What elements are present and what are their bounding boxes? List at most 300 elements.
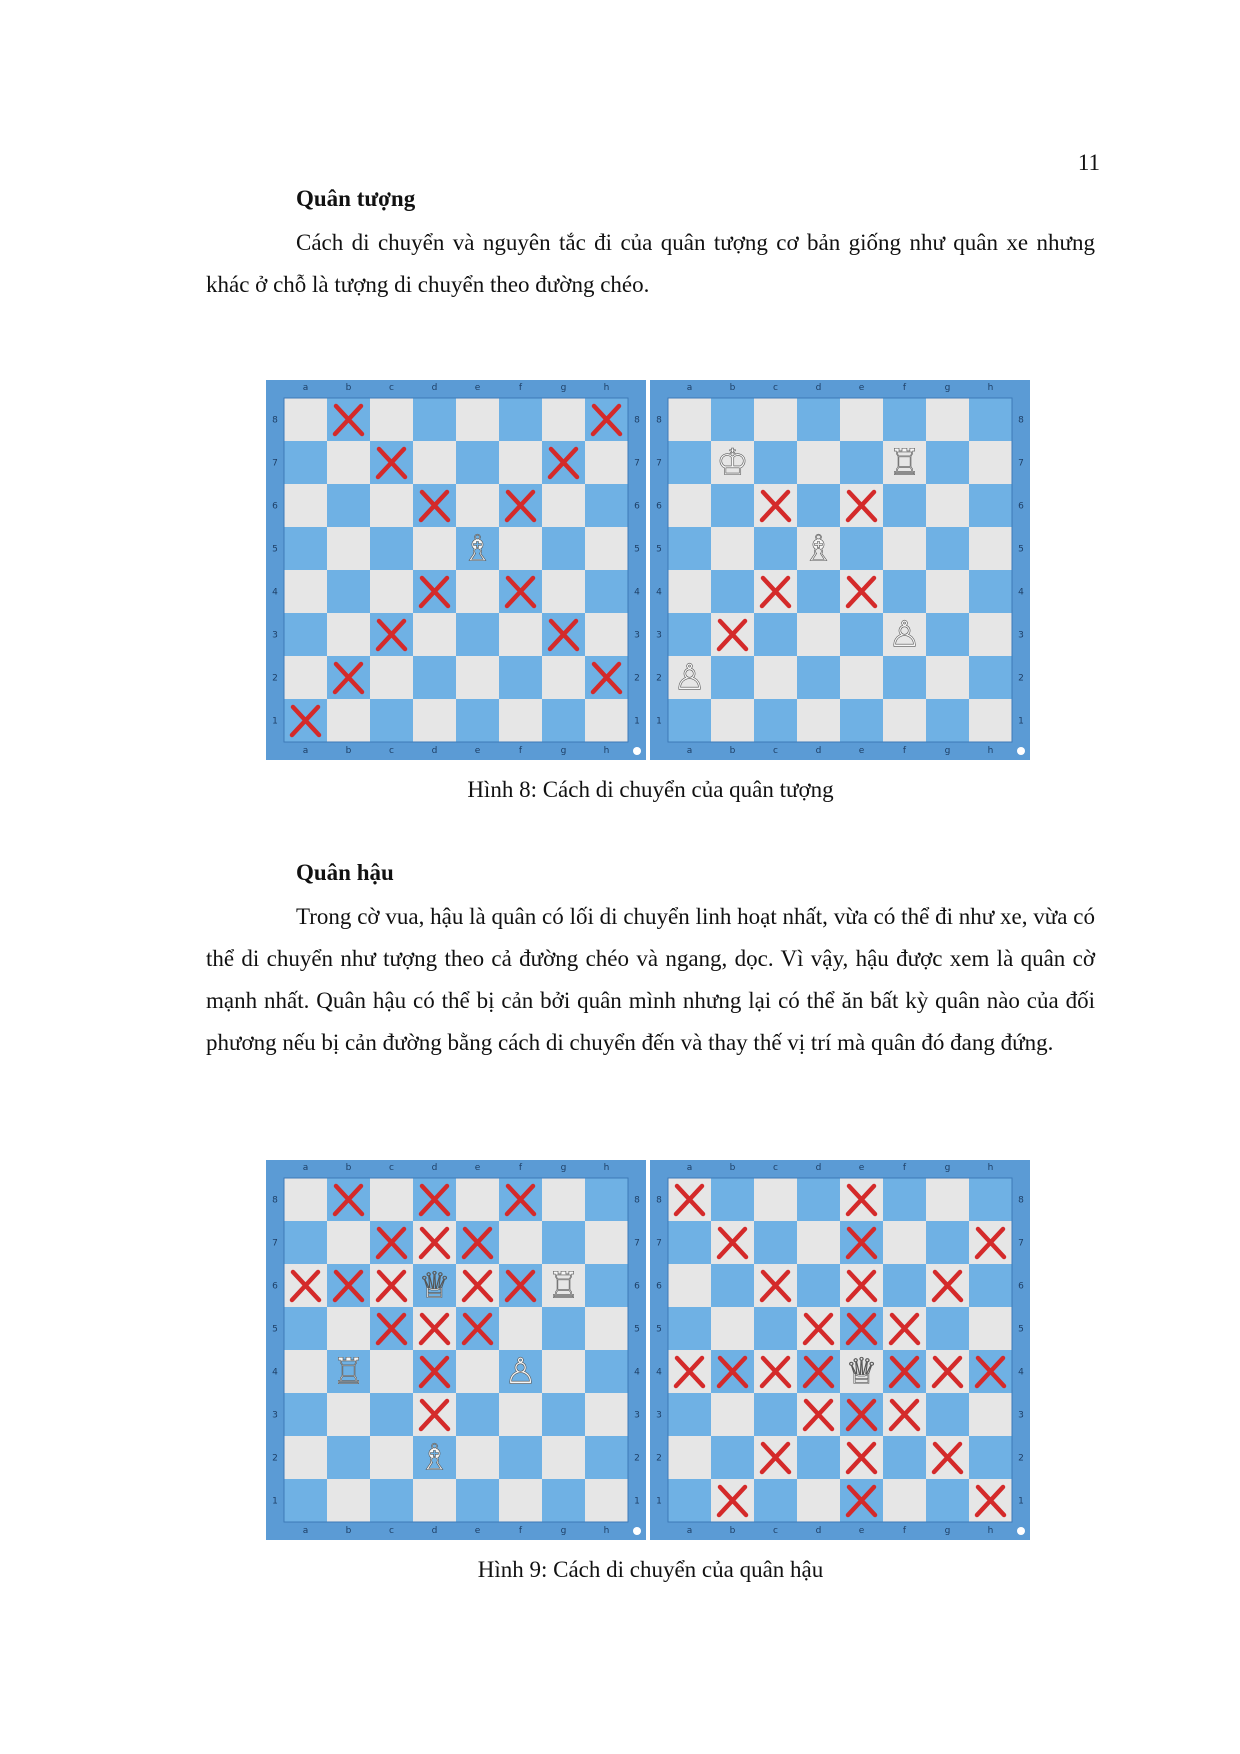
board-square-b6 xyxy=(327,484,370,527)
file-label-f-bottom: f xyxy=(518,746,523,756)
rank-label-8-right: 8 xyxy=(1018,415,1024,426)
file-label-c-bottom: c xyxy=(773,1526,778,1536)
board-square-c4 xyxy=(370,570,413,613)
file-label-e-top: e xyxy=(858,1163,865,1173)
board-square-h6 xyxy=(969,1264,1012,1307)
board-square-e8 xyxy=(456,1178,499,1221)
board-square-g5 xyxy=(542,527,585,570)
board-square-c8 xyxy=(754,1178,797,1221)
board-square-h7 xyxy=(585,441,628,484)
board-square-c1 xyxy=(370,699,413,742)
board-square-d6 xyxy=(797,484,840,527)
board-square-g8 xyxy=(926,398,969,441)
board-square-f2 xyxy=(499,1436,542,1479)
board-square-d1 xyxy=(413,699,456,742)
rank-label-4-right: 4 xyxy=(1018,587,1024,598)
board-square-a1 xyxy=(668,699,711,742)
file-label-f-top: f xyxy=(902,383,907,393)
rank-label-2-left: 2 xyxy=(656,1453,662,1464)
file-label-g-top: g xyxy=(944,1163,951,1173)
board-square-g3 xyxy=(926,613,969,656)
board-square-g1 xyxy=(926,699,969,742)
rank-label-7-left: 7 xyxy=(272,1238,278,1249)
board-square-b7 xyxy=(327,1221,370,1264)
file-label-d-top: d xyxy=(815,1163,822,1173)
board-square-h6 xyxy=(585,1264,628,1307)
board-square-d3 xyxy=(797,613,840,656)
board-square-h1 xyxy=(585,699,628,742)
board-square-a8 xyxy=(284,1178,327,1221)
rank-label-5-right: 5 xyxy=(1018,1324,1024,1335)
rank-label-8-left: 8 xyxy=(272,1195,278,1206)
board-square-c4 xyxy=(370,1350,413,1393)
board-square-b8 xyxy=(711,398,754,441)
file-label-b-bottom: b xyxy=(729,746,736,756)
board-square-b1 xyxy=(327,1479,370,1522)
rank-label-5-right: 5 xyxy=(1018,544,1024,555)
queen-piece-e4: ♕ xyxy=(845,1351,878,1393)
rank-label-1-left: 1 xyxy=(272,1496,278,1507)
board-square-h5 xyxy=(969,527,1012,570)
file-label-f-top: f xyxy=(518,383,523,393)
rank-label-6-right: 6 xyxy=(1018,501,1024,512)
rank-label-5-right: 5 xyxy=(634,1324,640,1335)
rank-label-1-left: 1 xyxy=(656,716,662,727)
board-square-a6 xyxy=(668,1264,711,1307)
board-square-c8 xyxy=(370,398,413,441)
board-square-h7 xyxy=(585,1221,628,1264)
board-square-h5 xyxy=(585,1307,628,1350)
board-square-b3 xyxy=(327,613,370,656)
board-square-a1 xyxy=(668,1479,711,1522)
board-square-c7 xyxy=(754,441,797,484)
board-square-f3 xyxy=(499,613,542,656)
rook-piece-b4: ♖ xyxy=(332,1351,365,1393)
board-square-d7 xyxy=(797,441,840,484)
board-square-g2 xyxy=(926,656,969,699)
board-square-h1 xyxy=(969,699,1012,742)
file-label-g-bottom: g xyxy=(560,746,567,756)
rank-label-6-right: 6 xyxy=(634,501,640,512)
file-label-e-top: e xyxy=(474,1163,481,1173)
board-square-e3 xyxy=(456,613,499,656)
board-square-a6 xyxy=(284,484,327,527)
board-square-g7 xyxy=(542,1221,585,1264)
board-square-a3 xyxy=(668,613,711,656)
board-square-f4 xyxy=(883,570,926,613)
bishop-paragraph: Cách di chuyển và nguyên tắc đi của quân tượng cơ bản giống như quân xe nhưng khác ở chỗ là tượng di chuyển theo đường chéo. xyxy=(206,230,1095,297)
rank-label-1-right: 1 xyxy=(634,1496,640,1507)
board-square-g5 xyxy=(926,1307,969,1350)
file-label-g-bottom: g xyxy=(944,1526,951,1536)
board-square-d5 xyxy=(413,527,456,570)
rank-label-4-right: 4 xyxy=(634,587,640,598)
board-square-g7 xyxy=(926,1221,969,1264)
file-label-c-top: c xyxy=(389,1163,394,1173)
file-label-f-top: f xyxy=(518,1163,523,1173)
board-square-g4 xyxy=(542,570,585,613)
figure-9 xyxy=(266,1160,1030,1540)
board-square-g7 xyxy=(926,441,969,484)
board-square-c2 xyxy=(370,656,413,699)
rank-label-2-right: 2 xyxy=(634,673,640,684)
chessboard-fig8-right xyxy=(650,380,1030,760)
rank-label-2-right: 2 xyxy=(1018,673,1024,684)
board-square-f6 xyxy=(883,1264,926,1307)
board-square-h3 xyxy=(585,613,628,656)
page-number: 11 xyxy=(1077,150,1100,175)
board-square-b4 xyxy=(711,570,754,613)
board-square-a8 xyxy=(668,398,711,441)
board-square-g8 xyxy=(926,1178,969,1221)
board-square-g8 xyxy=(542,398,585,441)
board-square-c3 xyxy=(754,1393,797,1436)
rank-label-4-left: 4 xyxy=(272,587,278,598)
file-label-c-bottom: c xyxy=(389,1526,394,1536)
rank-label-4-left: 4 xyxy=(656,587,662,598)
board-square-h4 xyxy=(969,570,1012,613)
rank-label-5-right: 5 xyxy=(634,544,640,555)
board-square-a5 xyxy=(668,527,711,570)
rank-label-3-left: 3 xyxy=(272,630,278,641)
board-square-h4 xyxy=(585,1350,628,1393)
queen-paragraph: Trong cờ vua, hậu là quân có lối di chuyển linh hoạt nhất, vừa có thể đi như xe, vừa có thể di chuyển như tượng theo cả đường chéo và ngang, dọc. Vì vậy, hậu được xem là quân cờ mạnh nhất. Quân hậu có thể bị cản bởi quân mình nhưng lại có thể ăn bất kỳ quân nào của đối phương nếu bị cản đường bằng cách di chuyển đến và thay thế vị trí mà quân đó đang đứng. xyxy=(206,904,1095,1055)
file-label-d-bottom: d xyxy=(815,746,822,756)
file-label-g-top: g xyxy=(944,383,951,393)
board-square-b5 xyxy=(711,1307,754,1350)
file-label-e-top: e xyxy=(474,383,481,393)
board-square-f8 xyxy=(883,1178,926,1221)
rank-label-7-left: 7 xyxy=(272,458,278,469)
rank-label-5-left: 5 xyxy=(272,544,278,555)
board-square-c1 xyxy=(370,1479,413,1522)
board-square-c5 xyxy=(370,527,413,570)
rank-label-3-left: 3 xyxy=(656,630,662,641)
board-square-g8 xyxy=(542,1178,585,1221)
board-square-c2 xyxy=(754,656,797,699)
board-square-e1 xyxy=(456,1479,499,1522)
board-square-g6 xyxy=(542,484,585,527)
board-square-a5 xyxy=(668,1307,711,1350)
queen-piece-d6: ♕ xyxy=(418,1265,451,1307)
file-label-h-top: h xyxy=(603,383,610,393)
board-square-d7 xyxy=(413,441,456,484)
file-label-e-top: e xyxy=(858,383,865,393)
board-square-c5 xyxy=(754,527,797,570)
board-square-a7 xyxy=(284,1221,327,1264)
file-label-f-top: f xyxy=(902,1163,907,1173)
rank-label-3-left: 3 xyxy=(272,1410,278,1421)
board-square-h1 xyxy=(585,1479,628,1522)
board-square-f3 xyxy=(499,1393,542,1436)
board-square-g4 xyxy=(926,570,969,613)
file-label-a-bottom: a xyxy=(686,746,693,756)
board-square-h4 xyxy=(585,570,628,613)
file-label-e-bottom: e xyxy=(474,746,481,756)
rank-label-7-right: 7 xyxy=(1018,1238,1024,1249)
board-square-h6 xyxy=(969,484,1012,527)
rank-label-4-left: 4 xyxy=(656,1367,662,1378)
file-label-b-top: b xyxy=(345,1163,352,1173)
board-square-g2 xyxy=(542,656,585,699)
board-square-e3 xyxy=(840,613,883,656)
board-square-d8 xyxy=(797,1178,840,1221)
board-square-b1 xyxy=(711,699,754,742)
board-square-c5 xyxy=(754,1307,797,1350)
board-square-c1 xyxy=(754,699,797,742)
board-square-g1 xyxy=(542,699,585,742)
rank-label-2-left: 2 xyxy=(272,673,278,684)
side-to-move-indicator xyxy=(1017,1527,1025,1535)
rank-label-4-left: 4 xyxy=(272,1367,278,1378)
board-square-g3 xyxy=(542,1393,585,1436)
board-square-f2 xyxy=(883,1436,926,1479)
bishop-piece-d2: ♗ xyxy=(418,1437,451,1479)
board-square-e8 xyxy=(840,398,883,441)
file-label-c-bottom: c xyxy=(389,746,394,756)
file-label-d-bottom: d xyxy=(431,746,438,756)
rank-label-1-right: 1 xyxy=(1018,1496,1024,1507)
board-square-b5 xyxy=(711,527,754,570)
bishop-heading: Quân tượng xyxy=(296,186,416,211)
figure-9-caption: Hình 9: Cách di chuyển của quân hậu xyxy=(477,1557,824,1582)
board-square-a4 xyxy=(284,570,327,613)
queen-heading: Quân hậu xyxy=(296,860,394,885)
board-square-f1 xyxy=(499,699,542,742)
rank-label-3-left: 3 xyxy=(656,1410,662,1421)
king-piece-b7: ♔ xyxy=(716,442,749,484)
board-square-b3 xyxy=(327,1393,370,1436)
board-square-g5 xyxy=(542,1307,585,1350)
board-square-h6 xyxy=(585,484,628,527)
board-square-h8 xyxy=(969,1178,1012,1221)
side-to-move-indicator xyxy=(1017,747,1025,755)
board-square-b8 xyxy=(711,1178,754,1221)
file-label-e-bottom: e xyxy=(858,1526,865,1536)
board-square-g1 xyxy=(926,1479,969,1522)
board-square-d8 xyxy=(797,398,840,441)
board-square-f1 xyxy=(499,1479,542,1522)
board-square-f1 xyxy=(883,1479,926,1522)
rank-label-3-right: 3 xyxy=(634,1410,640,1421)
file-label-e-bottom: e xyxy=(474,1526,481,1536)
board-square-a2 xyxy=(668,1436,711,1479)
rank-label-7-left: 7 xyxy=(656,1238,662,1249)
file-label-d-top: d xyxy=(431,383,438,393)
rank-label-6-right: 6 xyxy=(634,1281,640,1292)
board-square-b3 xyxy=(711,1393,754,1436)
file-label-g-bottom: g xyxy=(944,746,951,756)
file-label-a-top: a xyxy=(686,1163,693,1173)
board-square-g4 xyxy=(542,1350,585,1393)
file-label-d-bottom: d xyxy=(431,1526,438,1536)
file-label-a-bottom: a xyxy=(302,746,309,756)
board-square-c3 xyxy=(370,1393,413,1436)
file-label-h-bottom: h xyxy=(987,746,994,756)
file-label-c-top: c xyxy=(773,383,778,393)
file-label-b-top: b xyxy=(729,383,736,393)
board-square-b6 xyxy=(711,484,754,527)
side-to-move-indicator xyxy=(633,747,641,755)
board-square-a7 xyxy=(668,441,711,484)
file-label-a-top: a xyxy=(302,383,309,393)
file-label-e-bottom: e xyxy=(858,746,865,756)
file-label-c-bottom: c xyxy=(773,746,778,756)
board-square-a3 xyxy=(284,613,327,656)
chessboard-fig9-right xyxy=(650,1160,1030,1540)
board-square-f1 xyxy=(883,699,926,742)
board-square-e4 xyxy=(456,1350,499,1393)
rank-label-1-left: 1 xyxy=(656,1496,662,1507)
pawn-piece-f3: ♙ xyxy=(888,614,921,656)
board-square-d7 xyxy=(797,1221,840,1264)
board-square-d1 xyxy=(413,1479,456,1522)
board-square-f7 xyxy=(499,1221,542,1264)
board-square-f2 xyxy=(499,656,542,699)
board-square-f5 xyxy=(499,1307,542,1350)
board-square-c7 xyxy=(754,1221,797,1264)
board-square-a5 xyxy=(284,527,327,570)
board-square-g3 xyxy=(926,1393,969,1436)
file-label-b-bottom: b xyxy=(345,1526,352,1536)
file-label-h-top: h xyxy=(987,383,994,393)
board-square-h2 xyxy=(969,656,1012,699)
file-label-c-top: c xyxy=(773,1163,778,1173)
board-square-d3 xyxy=(413,613,456,656)
board-square-g5 xyxy=(926,527,969,570)
file-label-d-top: d xyxy=(431,1163,438,1173)
file-label-a-top: a xyxy=(686,383,693,393)
file-label-h-bottom: h xyxy=(987,1526,994,1536)
rank-label-5-left: 5 xyxy=(272,1324,278,1335)
rank-label-5-left: 5 xyxy=(656,1324,662,1335)
rank-label-2-right: 2 xyxy=(1018,1453,1024,1464)
board-square-e1 xyxy=(456,699,499,742)
board-square-c8 xyxy=(754,398,797,441)
file-label-g-top: g xyxy=(560,383,567,393)
board-square-b2 xyxy=(711,1436,754,1479)
board-square-b7 xyxy=(327,441,370,484)
board-square-c6 xyxy=(370,484,413,527)
board-square-f8 xyxy=(883,398,926,441)
file-label-h-bottom: h xyxy=(603,746,610,756)
board-square-e1 xyxy=(840,699,883,742)
board-square-e5 xyxy=(840,527,883,570)
file-label-b-bottom: b xyxy=(345,746,352,756)
board-square-h2 xyxy=(585,1436,628,1479)
board-square-e6 xyxy=(456,484,499,527)
board-square-b5 xyxy=(327,527,370,570)
board-square-b4 xyxy=(327,570,370,613)
board-square-h3 xyxy=(969,1393,1012,1436)
board-square-a1 xyxy=(284,1479,327,1522)
board-square-f7 xyxy=(499,441,542,484)
board-square-h5 xyxy=(585,527,628,570)
board-square-h2 xyxy=(969,1436,1012,1479)
rank-label-3-right: 3 xyxy=(1018,1410,1024,1421)
rank-label-2-left: 2 xyxy=(656,673,662,684)
board-square-g1 xyxy=(542,1479,585,1522)
board-square-a6 xyxy=(668,484,711,527)
rank-label-4-right: 4 xyxy=(1018,1367,1024,1378)
file-label-g-top: g xyxy=(560,1163,567,1173)
board-square-a5 xyxy=(284,1307,327,1350)
board-square-h3 xyxy=(585,1393,628,1436)
board-square-a8 xyxy=(284,398,327,441)
board-square-d4 xyxy=(797,570,840,613)
board-square-f2 xyxy=(883,656,926,699)
board-square-e2 xyxy=(456,656,499,699)
rank-label-6-left: 6 xyxy=(272,501,278,512)
rank-label-8-left: 8 xyxy=(656,1195,662,1206)
rook-piece-f7: ♖ xyxy=(888,442,921,484)
board-square-c1 xyxy=(754,1479,797,1522)
rank-label-1-left: 1 xyxy=(272,716,278,727)
rank-label-3-right: 3 xyxy=(1018,630,1024,641)
board-square-b1 xyxy=(327,699,370,742)
file-label-b-top: b xyxy=(345,383,352,393)
board-square-h7 xyxy=(969,441,1012,484)
rank-label-6-left: 6 xyxy=(656,501,662,512)
board-square-h8 xyxy=(585,1178,628,1221)
rank-label-7-right: 7 xyxy=(1018,458,1024,469)
board-square-e7 xyxy=(456,441,499,484)
board-square-d1 xyxy=(797,1479,840,1522)
file-label-d-bottom: d xyxy=(815,1526,822,1536)
file-label-a-bottom: a xyxy=(686,1526,693,1536)
pawn-piece-f4: ♙ xyxy=(504,1351,537,1393)
board-square-f5 xyxy=(883,527,926,570)
rank-label-8-left: 8 xyxy=(272,415,278,426)
rank-label-8-right: 8 xyxy=(634,1195,640,1206)
board-square-d2 xyxy=(413,656,456,699)
board-square-d8 xyxy=(413,398,456,441)
board-square-c2 xyxy=(370,1436,413,1479)
rank-label-1-right: 1 xyxy=(634,716,640,727)
board-square-a2 xyxy=(284,1436,327,1479)
board-square-a7 xyxy=(668,1221,711,1264)
rank-label-8-right: 8 xyxy=(634,415,640,426)
board-square-e4 xyxy=(456,570,499,613)
file-label-f-bottom: f xyxy=(902,746,907,756)
rank-label-6-right: 6 xyxy=(1018,1281,1024,1292)
board-square-a7 xyxy=(284,441,327,484)
file-label-h-top: h xyxy=(987,1163,994,1173)
file-label-h-bottom: h xyxy=(603,1526,610,1536)
rank-label-2-right: 2 xyxy=(634,1453,640,1464)
board-square-d2 xyxy=(797,656,840,699)
board-square-b6 xyxy=(711,1264,754,1307)
file-label-b-bottom: b xyxy=(729,1526,736,1536)
board-square-a2 xyxy=(284,656,327,699)
rank-label-1-right: 1 xyxy=(1018,716,1024,727)
chessboard-fig8-left xyxy=(266,380,646,760)
rank-label-2-left: 2 xyxy=(272,1453,278,1464)
board-square-d1 xyxy=(797,699,840,742)
board-square-e7 xyxy=(840,441,883,484)
board-square-e8 xyxy=(456,398,499,441)
board-square-d2 xyxy=(797,1436,840,1479)
file-label-h-top: h xyxy=(603,1163,610,1173)
board-square-b2 xyxy=(711,656,754,699)
board-square-e3 xyxy=(456,1393,499,1436)
file-label-a-top: a xyxy=(302,1163,309,1173)
chessboard-fig9-left xyxy=(266,1160,646,1540)
figure-8 xyxy=(266,380,1030,760)
board-square-g6 xyxy=(926,484,969,527)
rank-label-7-left: 7 xyxy=(656,458,662,469)
file-label-a-bottom: a xyxy=(302,1526,309,1536)
